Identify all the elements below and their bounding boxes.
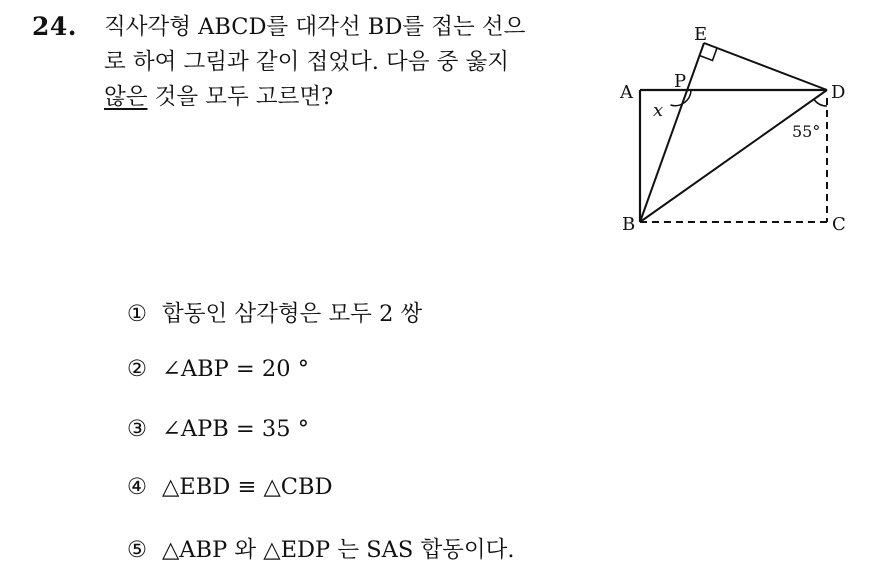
choice-5-marker: ⑤: [126, 537, 148, 563]
figure-svg: [600, 20, 860, 245]
choice-2-text: ∠ABP = 20 °: [162, 356, 309, 382]
side-ed: [704, 43, 827, 90]
choice-4-text: △EBD ≡ △CBD: [162, 474, 333, 500]
label-55-degrees: 55°: [792, 122, 821, 141]
folded-rectangle-figure: [600, 20, 860, 245]
choice-4[interactable]: [126, 474, 333, 500]
choice-1-marker: ①: [126, 301, 148, 327]
choice-4-marker: ④: [126, 474, 148, 500]
side-be: [640, 43, 704, 222]
label-b: B: [622, 214, 636, 235]
question-line-1: 직사각형 ABCD를 대각선 BD를 접는 선으: [104, 14, 526, 40]
label-e: E: [694, 24, 708, 45]
choice-2-marker: ②: [126, 356, 148, 382]
question-text: [104, 10, 594, 115]
underlined-not: 않은: [104, 84, 148, 110]
choice-1[interactable]: [126, 296, 422, 328]
choice-3-text: ∠APB = 35 °: [162, 416, 309, 442]
label-x: x: [653, 100, 664, 121]
question-line-2: 로 하여 그림과 같이 접었다. 다음 중 옳지: [104, 49, 509, 75]
choice-3-marker: ③: [126, 416, 148, 442]
label-c: C: [832, 214, 846, 235]
label-d: D: [831, 82, 846, 103]
label-a: A: [620, 82, 633, 103]
choice-3[interactable]: [126, 416, 309, 442]
question-line-3: [104, 80, 594, 115]
angle-55-arc: [814, 100, 827, 107]
question-number: 24.: [32, 12, 77, 41]
choice-2[interactable]: [126, 356, 309, 382]
choice-5[interactable]: [126, 532, 515, 564]
choice-1-text: 합동인 삼각형은 모두 2 쌍: [162, 301, 423, 327]
question-line-3-rest: 것을 모두 고르면?: [147, 84, 334, 110]
choice-5-text: △ABP 와 △EDP 는 SAS 합동이다.: [162, 537, 515, 563]
angle-x-arc: [671, 90, 692, 106]
label-p: P: [674, 71, 687, 92]
diagonal-bd: [640, 90, 827, 222]
